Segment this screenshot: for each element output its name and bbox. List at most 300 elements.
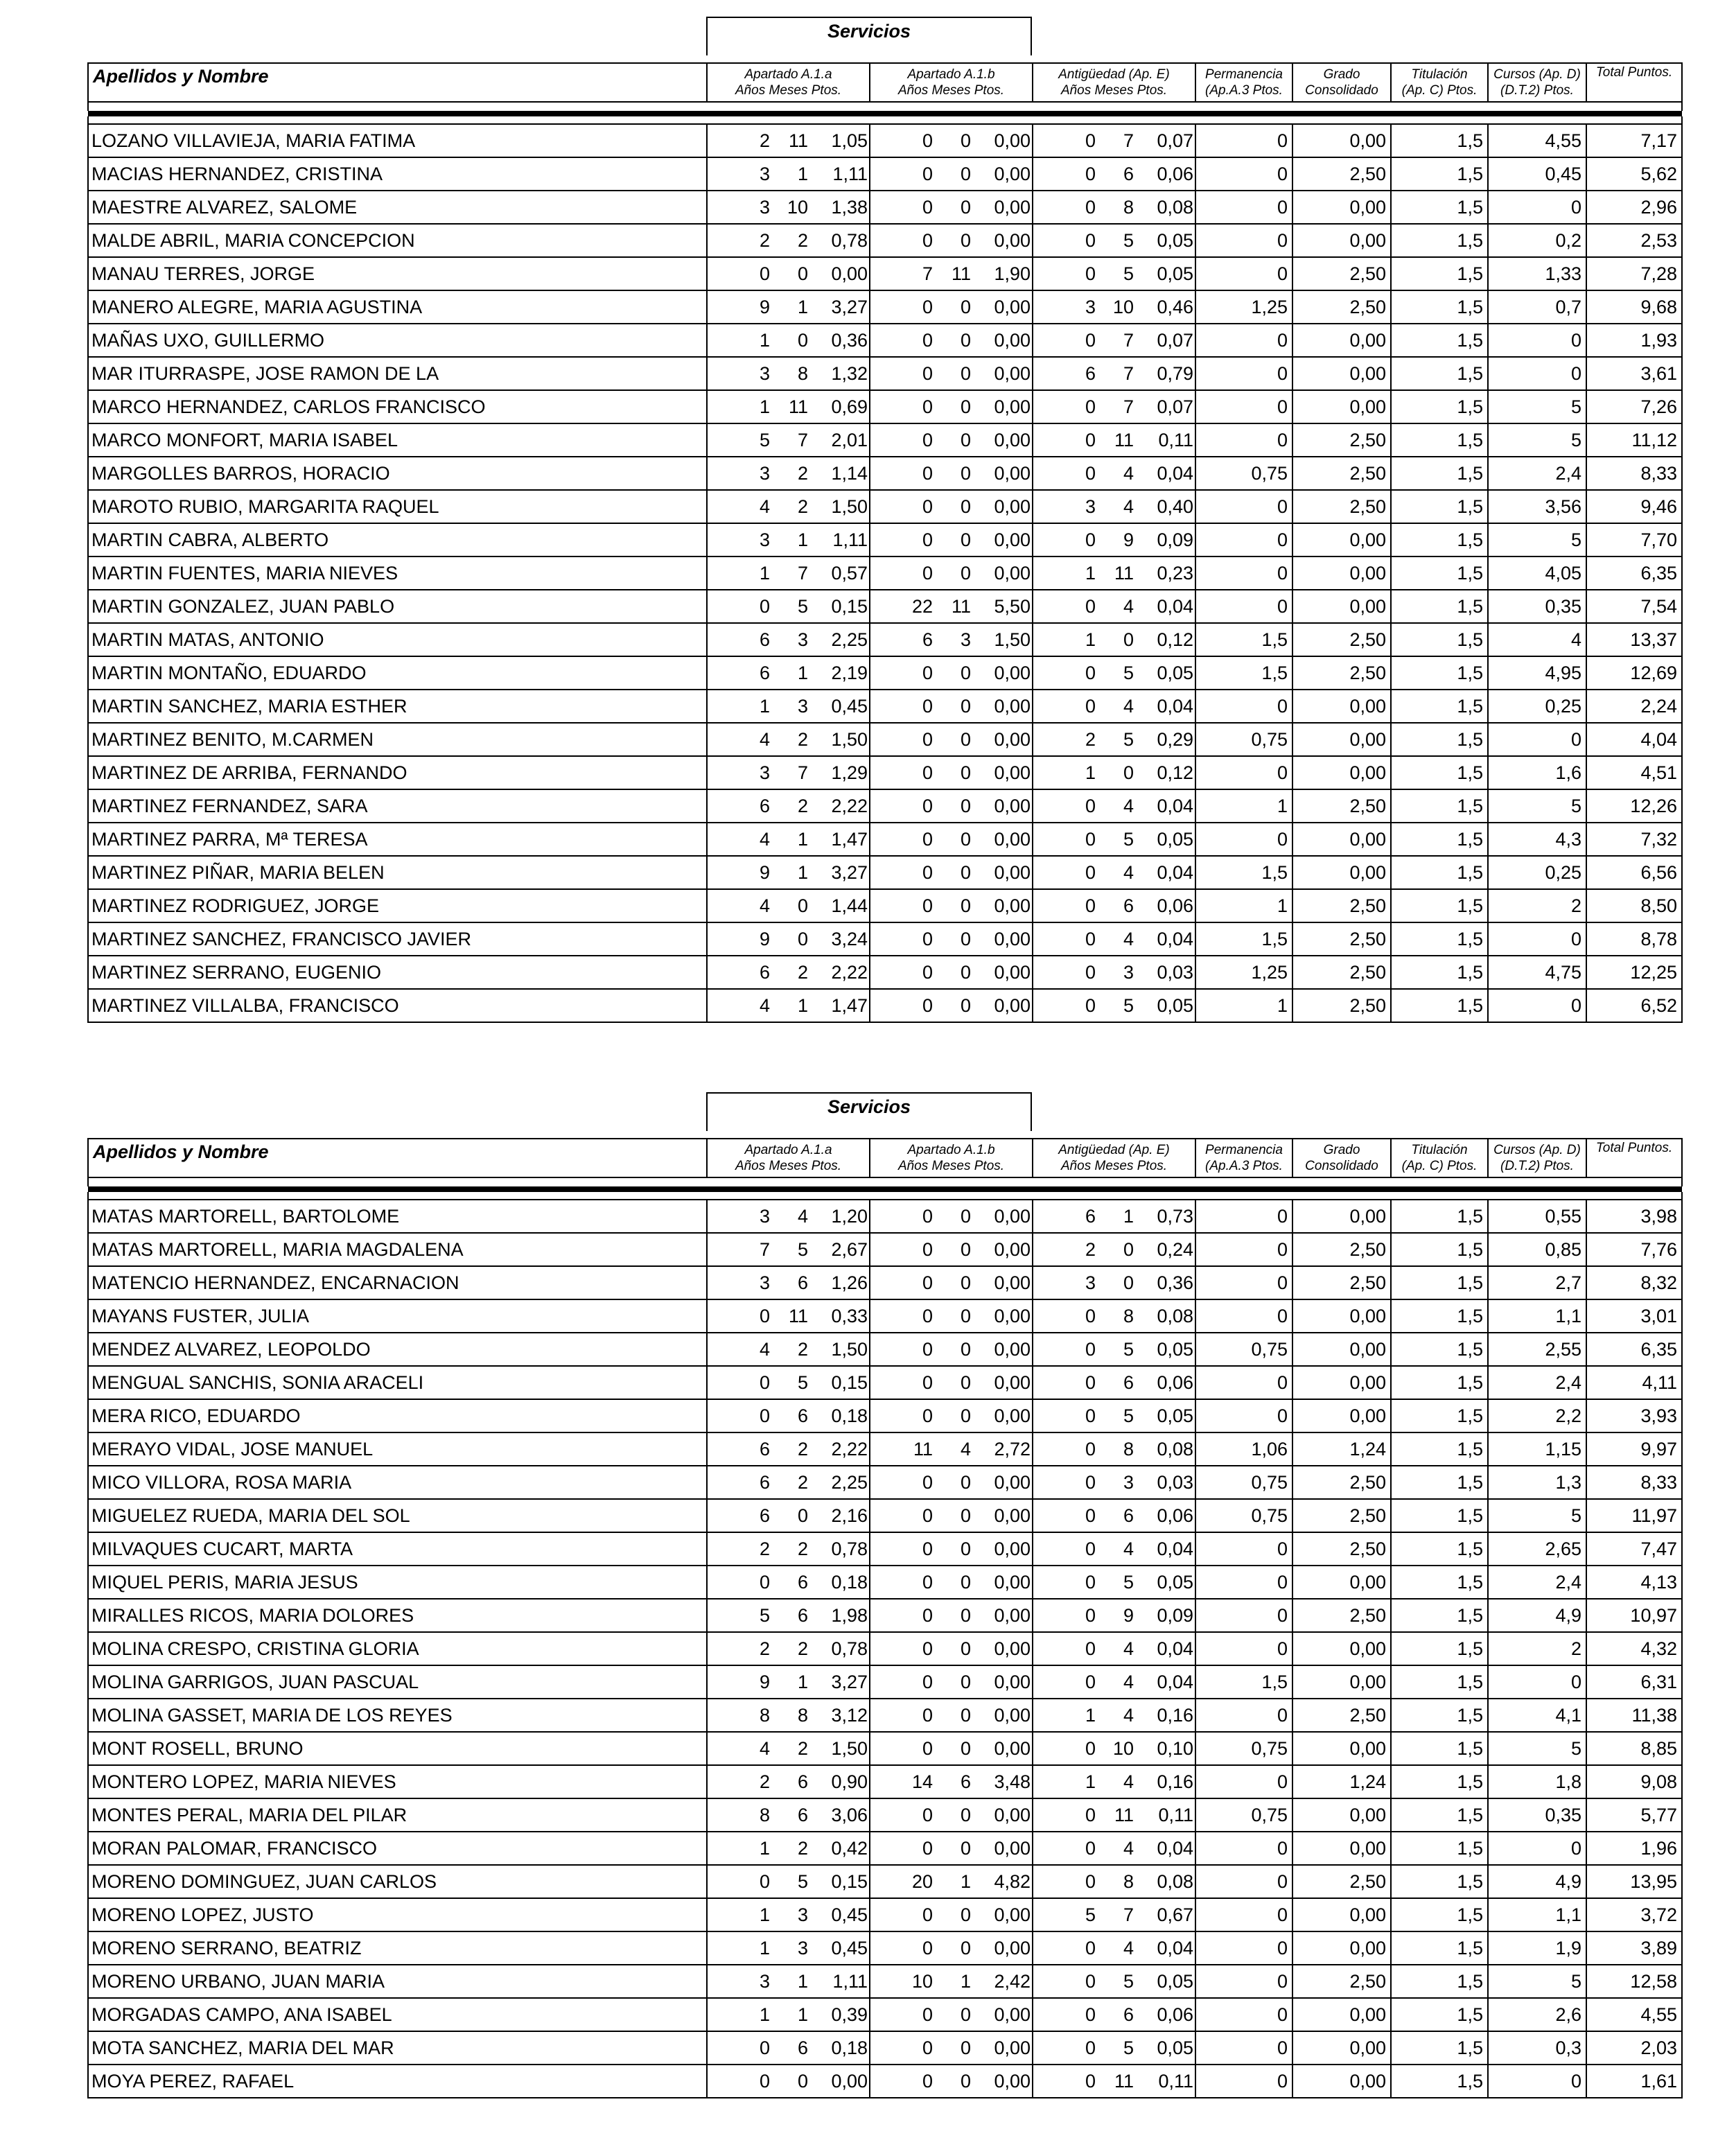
cell-antiguedad-points: 0,05: [1157, 1405, 1193, 1426]
cell-a1a: [707, 324, 870, 357]
cell-antiguedad: [1033, 922, 1195, 956]
cell-a1b-points: 0,00: [994, 296, 1031, 317]
table-row: [88, 1798, 1682, 1832]
cell-antiguedad-years: 1: [1085, 629, 1096, 650]
cell-a1a-years: 0: [759, 1405, 770, 1426]
cell-antiguedad-points: 0,04: [1157, 928, 1193, 949]
cell-total: 5,77: [1586, 1798, 1682, 1832]
cell-a1a-months: 1: [797, 662, 808, 683]
cell-grado: 2,50: [1292, 956, 1391, 989]
cell-a1a-points: 2,19: [831, 662, 868, 683]
cell-a1b-points: 0,00: [994, 329, 1031, 351]
cell-a1a-points: 1,14: [831, 462, 868, 484]
cell-a1b-months: 0: [960, 728, 971, 750]
cell-a1a: [707, 690, 870, 723]
cell-a1a-months: 2: [797, 961, 808, 983]
cell-total: 11,97: [1586, 1499, 1682, 1532]
cell-antiguedad-years: 0: [1085, 529, 1096, 550]
cell-a1a-months: 6: [797, 1571, 808, 1593]
cell-antiguedad-years: 0: [1085, 1870, 1096, 1892]
cell-a1b: [870, 956, 1033, 989]
cell-antiguedad: [1033, 1499, 1195, 1532]
servicios-group-header: Servicios: [706, 1092, 1032, 1131]
cell-a1b-points: 0,00: [994, 1471, 1031, 1493]
cell-antiguedad-years: 0: [1085, 1538, 1096, 1559]
cell-permanencia: 0: [1195, 191, 1292, 224]
cell-cursos: 1,1: [1488, 1299, 1586, 1333]
cell-a1a-points: 1,32: [831, 362, 868, 384]
cell-a1a-months: 2: [797, 1338, 808, 1360]
cell-cursos: 2,4: [1488, 1566, 1586, 1599]
cell-a1b-points: 0,00: [994, 928, 1031, 949]
cell-a1a: [707, 1432, 870, 1466]
cell-titulacion: 1,5: [1391, 1765, 1488, 1798]
cell-permanencia: 0: [1195, 157, 1292, 191]
cell-a1b: [870, 257, 1033, 290]
cell-antiguedad: [1033, 1898, 1195, 1931]
cell-antiguedad: [1033, 290, 1195, 324]
cell-titulacion: 1,5: [1391, 756, 1488, 789]
cell-a1b-points: 0,00: [994, 1837, 1031, 1859]
cell-a1b: [870, 1931, 1033, 1965]
cell-grado: 0,00: [1292, 1798, 1391, 1832]
cell-antiguedad-months: 5: [1123, 229, 1134, 251]
cell-grado: 0,00: [1292, 1200, 1391, 1233]
cell-titulacion: 1,5: [1391, 191, 1488, 224]
cell-grado: 2,50: [1292, 989, 1391, 1022]
table-row: [88, 1898, 1682, 1931]
cell-total: 12,25: [1586, 956, 1682, 989]
cell-a1b-years: 0: [922, 1371, 933, 1393]
cell-a1a-months: 10: [787, 196, 808, 218]
cell-a1a-points: 0,15: [831, 1371, 868, 1393]
cell-titulacion: 1,5: [1391, 423, 1488, 457]
cell-titulacion: 1,5: [1391, 1532, 1488, 1566]
cell-grado: 0,00: [1292, 1732, 1391, 1765]
cell-cursos: 1,8: [1488, 1765, 1586, 1798]
score-table: [87, 62, 1683, 1023]
cell-a1a: [707, 556, 870, 590]
cell-a1a-months: 11: [788, 130, 808, 151]
cell-a1a: [707, 922, 870, 956]
cell-name: MARCO MONFORT, MARIA ISABEL: [88, 423, 707, 457]
cell-a1b: [870, 623, 1033, 656]
cell-antiguedad-years: 0: [1085, 861, 1096, 883]
col-header-grado: [1292, 1139, 1391, 1177]
cell-a1b-months: 4: [960, 1438, 971, 1460]
cell-a1b: [870, 357, 1033, 390]
cell-a1a: [707, 1732, 870, 1765]
cell-antiguedad-years: 0: [1085, 928, 1096, 949]
cell-a1a-points: 0,42: [831, 1837, 868, 1859]
cell-grado: 2,50: [1292, 1266, 1391, 1299]
cell-a1a-points: 2,67: [831, 1238, 868, 1260]
cell-grado: 0,00: [1292, 856, 1391, 889]
cell-name: MATENCIO HERNANDEZ, ENCARNACION: [88, 1266, 707, 1299]
cell-grado: 2,50: [1292, 1599, 1391, 1632]
cell-a1a-years: 0: [759, 2070, 770, 2092]
cell-permanencia: 0: [1195, 1632, 1292, 1665]
cell-a1a-points: 1,29: [831, 762, 868, 783]
cell-permanencia: 0,75: [1195, 1466, 1292, 1499]
cell-a1a-years: 9: [759, 861, 770, 883]
cell-antiguedad: [1033, 490, 1195, 523]
cell-a1b-points: 0,00: [994, 396, 1031, 417]
cell-a1a: [707, 490, 870, 523]
cell-antiguedad-years: 0: [1085, 1571, 1096, 1593]
table-row: [88, 290, 1682, 324]
cell-titulacion: 1,5: [1391, 357, 1488, 390]
cell-antiguedad-points: 0,04: [1157, 1937, 1193, 1958]
cell-antiguedad-years: 0: [1085, 1505, 1096, 1526]
cell-a1a-months: 6: [797, 1272, 808, 1293]
cell-antiguedad-months: 10: [1112, 296, 1134, 317]
cell-a1b: [870, 1333, 1033, 1366]
cell-titulacion: 1,5: [1391, 1665, 1488, 1699]
cell-a1b-points: 0,00: [994, 1638, 1031, 1659]
cell-cursos: 0: [1488, 1832, 1586, 1865]
cell-titulacion: 1,5: [1391, 723, 1488, 756]
col-header-cursos: [1488, 63, 1586, 102]
cell-a1b-years: 0: [922, 895, 933, 916]
cell-a1b-years: 0: [922, 1638, 933, 1659]
cell-grado: 0,00: [1292, 357, 1391, 390]
cell-antiguedad-points: 0,23: [1157, 562, 1193, 584]
cell-a1a-years: 8: [759, 1704, 770, 1726]
cell-antiguedad-years: 1: [1085, 1704, 1096, 1726]
cell-permanencia: 0: [1195, 423, 1292, 457]
cell-total: 8,78: [1586, 922, 1682, 956]
col-header-perm-line2: (Ap.A.3 Ptos.: [1205, 1159, 1283, 1173]
cell-a1a-months: 2: [797, 728, 808, 750]
cell-a1a: [707, 889, 870, 922]
cell-a1b: [870, 1998, 1033, 2031]
cell-a1b-years: 11: [913, 1438, 933, 1460]
cell-a1b-months: 0: [960, 1638, 971, 1659]
cell-titulacion: 1,5: [1391, 1931, 1488, 1965]
cell-titulacion: 1,5: [1391, 1432, 1488, 1466]
cell-titulacion: 1,5: [1391, 956, 1488, 989]
cell-a1a-months: 1: [797, 296, 808, 317]
cell-antiguedad: [1033, 1865, 1195, 1898]
cell-permanencia: 0: [1195, 2031, 1292, 2065]
cell-a1a-points: 0,00: [831, 2070, 868, 2092]
cell-antiguedad-years: 6: [1085, 362, 1096, 384]
cell-a1b: [870, 556, 1033, 590]
cell-a1a: [707, 124, 870, 157]
column-header-row: [88, 1139, 1682, 1177]
cell-permanencia: 0: [1195, 823, 1292, 856]
cell-a1b-points: 0,00: [994, 1371, 1031, 1393]
col-header-tit-line1: Titulación: [1411, 67, 1468, 82]
cell-a1b-months: 0: [960, 562, 971, 584]
cell-a1b: [870, 1832, 1033, 1865]
cell-antiguedad-points: 0,05: [1157, 994, 1193, 1016]
cell-antiguedad-years: 1: [1085, 762, 1096, 783]
table-row: [88, 989, 1682, 1022]
cell-a1b-years: 0: [922, 1338, 933, 1360]
cell-titulacion: 1,5: [1391, 390, 1488, 423]
cell-a1a-years: 6: [759, 1505, 770, 1526]
cell-a1a: [707, 2031, 870, 2065]
cell-antiguedad-months: 4: [1123, 928, 1134, 949]
cell-titulacion: 1,5: [1391, 1832, 1488, 1865]
cell-a1a-years: 6: [759, 662, 770, 683]
cell-a1b-months: 0: [960, 1737, 971, 1759]
cell-a1a-months: 1: [797, 994, 808, 1016]
cell-total: 3,93: [1586, 1399, 1682, 1432]
cell-a1b-years: 14: [911, 1771, 933, 1792]
cell-grado: 0,00: [1292, 1931, 1391, 1965]
cell-total: 4,13: [1586, 1566, 1682, 1599]
cell-antiguedad-months: 7: [1123, 329, 1134, 351]
cell-a1a: [707, 789, 870, 823]
cell-antiguedad-months: 4: [1123, 595, 1134, 617]
cell-a1b: [870, 1599, 1033, 1632]
cell-a1b-months: 0: [960, 1238, 971, 1260]
cell-cursos: 0,2: [1488, 224, 1586, 257]
cell-a1b-years: 0: [922, 2070, 933, 2092]
cell-antiguedad-months: 6: [1123, 163, 1134, 184]
cell-a1a-years: 5: [759, 429, 770, 450]
cell-a1b: [870, 1665, 1033, 1699]
cell-permanencia: 0: [1195, 1233, 1292, 1266]
cell-antiguedad-points: 0,46: [1157, 296, 1193, 317]
cell-name: MORENO LOPEZ, JUSTO: [88, 1898, 707, 1931]
cell-permanencia: 0: [1195, 1931, 1292, 1965]
cell-a1b: [870, 1566, 1033, 1599]
cell-a1a: [707, 623, 870, 656]
table-row: [88, 856, 1682, 889]
cell-a1b: [870, 1632, 1033, 1665]
col-header-a1b-line2: Años Meses Ptos.: [897, 1159, 1005, 1173]
cell-a1a-years: 1: [759, 1837, 770, 1859]
cell-total: 6,52: [1586, 989, 1682, 1022]
cell-a1b-years: 0: [922, 496, 933, 517]
cell-a1a-points: 0,45: [831, 1904, 868, 1925]
cell-titulacion: 1,5: [1391, 1366, 1488, 1399]
cell-antiguedad-years: 2: [1085, 728, 1096, 750]
cell-a1a-points: 0,78: [831, 1538, 868, 1559]
cell-name: MAYANS FUSTER, JULIA: [88, 1299, 707, 1333]
cell-a1b-months: 0: [960, 994, 971, 1016]
cell-a1b-months: 0: [960, 1604, 971, 1626]
cell-cursos: 1,15: [1488, 1432, 1586, 1466]
cell-antiguedad-years: 0: [1085, 1638, 1096, 1659]
cell-permanencia: 0,75: [1195, 457, 1292, 490]
cell-a1a-months: 0: [797, 895, 808, 916]
cell-antiguedad: [1033, 1299, 1195, 1333]
cell-antiguedad-points: 0,04: [1157, 462, 1193, 484]
cell-a1a-points: 3,24: [831, 928, 868, 949]
table-row: [88, 1699, 1682, 1732]
cell-a1b-points: 0,00: [994, 828, 1031, 850]
cell-grado: 0,00: [1292, 2065, 1391, 2098]
cell-titulacion: 1,5: [1391, 1566, 1488, 1599]
cell-a1b-years: 20: [911, 1870, 933, 1892]
cell-a1b: [870, 889, 1033, 922]
cell-antiguedad-years: 0: [1085, 1405, 1096, 1426]
cell-antiguedad-years: 0: [1085, 462, 1096, 484]
cell-titulacion: 1,5: [1391, 1333, 1488, 1366]
cell-a1b-points: 0,00: [994, 1904, 1031, 1925]
cell-titulacion: 1,5: [1391, 1266, 1488, 1299]
cell-a1a-months: 4: [797, 1205, 808, 1227]
cell-cursos: 0,35: [1488, 590, 1586, 623]
cell-antiguedad-months: 7: [1123, 396, 1134, 417]
col-header-cursos: [1488, 1139, 1586, 1177]
cell-a1a: [707, 1399, 870, 1432]
cell-a1a-points: 0,36: [831, 329, 868, 351]
cell-permanencia: 0: [1195, 1865, 1292, 1898]
cell-name: MARTIN FUENTES, MARIA NIEVES: [88, 556, 707, 590]
cell-total: 10,97: [1586, 1599, 1682, 1632]
col-header-grado-line2: Consolidado: [1305, 1159, 1378, 1173]
col-header-grado: [1292, 63, 1391, 102]
cell-antiguedad-years: 0: [1085, 2004, 1096, 2025]
cell-grado: 0,00: [1292, 1898, 1391, 1931]
cell-antiguedad-months: 7: [1123, 130, 1134, 151]
cell-total: 13,37: [1586, 623, 1682, 656]
cell-titulacion: 1,5: [1391, 224, 1488, 257]
cell-a1a-points: 0,33: [831, 1305, 868, 1326]
cell-grado: 0,00: [1292, 690, 1391, 723]
cell-a1b: [870, 856, 1033, 889]
cell-a1b-years: 0: [922, 396, 933, 417]
cell-name: MARTINEZ FERNANDEZ, SARA: [88, 789, 707, 823]
cell-a1b-years: 0: [922, 229, 933, 251]
col-header-a1a-line1: Apartado A.1.a: [744, 67, 832, 82]
cell-cursos: 2,55: [1488, 1333, 1586, 1366]
cell-antiguedad: [1033, 723, 1195, 756]
col-header-grado-line1: Grado: [1323, 1143, 1360, 1157]
cell-a1b-years: 6: [922, 629, 933, 650]
cell-a1b: [870, 191, 1033, 224]
cell-a1a-years: 2: [759, 130, 770, 151]
cell-a1a: [707, 823, 870, 856]
cell-a1a-months: 2: [797, 229, 808, 251]
table-row: [88, 922, 1682, 956]
cell-a1b-points: 0,00: [994, 562, 1031, 584]
cell-antiguedad-months: 5: [1123, 263, 1134, 284]
col-header-name: Apellidos y Nombre: [88, 1139, 707, 1177]
cell-antiguedad-months: 5: [1123, 1970, 1134, 1992]
cell-antiguedad-points: 0,16: [1157, 1771, 1193, 1792]
table-row: [88, 590, 1682, 623]
cell-total: 2,53: [1586, 224, 1682, 257]
cell-permanencia: 0: [1195, 556, 1292, 590]
cell-grado: 0,00: [1292, 1299, 1391, 1333]
cell-antiguedad-points: 0,29: [1157, 728, 1193, 750]
cell-cursos: 2,2: [1488, 1399, 1586, 1432]
cell-antiguedad-years: 0: [1085, 163, 1096, 184]
cell-a1a-months: 0: [797, 329, 808, 351]
cell-a1a-points: 0,78: [831, 229, 868, 251]
cell-a1a: [707, 1233, 870, 1266]
cell-antiguedad-months: 1: [1123, 1205, 1134, 1227]
cell-name: MERA RICO, EDUARDO: [88, 1399, 707, 1432]
cell-a1b-points: 0,00: [994, 861, 1031, 883]
cell-a1b: [870, 989, 1033, 1022]
cell-antiguedad-months: 4: [1123, 1837, 1134, 1859]
cell-antiguedad-months: 6: [1123, 1505, 1134, 1526]
cell-titulacion: 1,5: [1391, 1998, 1488, 2031]
table-row: [88, 1499, 1682, 1532]
cell-total: 3,72: [1586, 1898, 1682, 1931]
cell-a1a-years: 3: [759, 529, 770, 550]
table-row: [88, 124, 1682, 157]
cell-a1a-years: 9: [759, 1671, 770, 1692]
cell-cursos: 0: [1488, 1665, 1586, 1699]
cell-a1a-points: 0,57: [831, 562, 868, 584]
cell-cursos: 1,9: [1488, 1931, 1586, 1965]
cell-total: 8,32: [1586, 1266, 1682, 1299]
cell-a1a: [707, 457, 870, 490]
cell-a1a-years: 6: [759, 1471, 770, 1493]
cell-a1a-points: 0,15: [831, 1870, 868, 1892]
cell-a1a-months: 11: [788, 1305, 808, 1326]
cell-name: MIQUEL PERIS, MARIA JESUS: [88, 1566, 707, 1599]
cell-antiguedad-points: 0,04: [1157, 1837, 1193, 1859]
cell-a1a: [707, 1765, 870, 1798]
cell-antiguedad-points: 0,06: [1157, 163, 1193, 184]
cell-antiguedad-months: 5: [1123, 1338, 1134, 1360]
table-row: [88, 1333, 1682, 1366]
cell-a1a-years: 8: [759, 1804, 770, 1825]
cell-antiguedad-years: 0: [1085, 662, 1096, 683]
cell-a1a-points: 1,11: [832, 1970, 868, 1992]
cell-a1a-years: 3: [759, 762, 770, 783]
cell-a1a-months: 6: [797, 1405, 808, 1426]
cell-permanencia: 0: [1195, 1599, 1292, 1632]
cell-a1b-months: 0: [960, 529, 971, 550]
cell-a1b: [870, 1366, 1033, 1399]
cell-total: 1,96: [1586, 1832, 1682, 1865]
cell-grado: 2,50: [1292, 157, 1391, 191]
cell-antiguedad-years: 0: [1085, 828, 1096, 850]
cell-a1a-years: 4: [759, 728, 770, 750]
cell-a1a: [707, 1266, 870, 1299]
col-header-a1a: [707, 1139, 870, 1177]
table-row: [88, 789, 1682, 823]
cell-permanencia: 1,06: [1195, 1432, 1292, 1466]
cell-total: 7,26: [1586, 390, 1682, 423]
score-table: [87, 1138, 1683, 2098]
cell-a1a-points: 1,47: [831, 828, 868, 850]
cell-antiguedad-months: 9: [1123, 1604, 1134, 1626]
cell-a1b-points: 0,00: [994, 163, 1031, 184]
cell-a1b-years: 0: [922, 728, 933, 750]
cell-a1b: [870, 1399, 1033, 1432]
table-row: [88, 1366, 1682, 1399]
cell-a1a-months: 7: [797, 429, 808, 450]
cell-antiguedad-months: 3: [1123, 1471, 1134, 1493]
table-row: [88, 656, 1682, 690]
cell-permanencia: 0: [1195, 2065, 1292, 2098]
cell-antiguedad-points: 0,12: [1157, 629, 1193, 650]
cell-antiguedad-months: 5: [1123, 662, 1134, 683]
cell-cursos: 2,6: [1488, 1998, 1586, 2031]
cell-a1a: [707, 191, 870, 224]
cell-a1a-points: 1,50: [831, 496, 868, 517]
col-header-ant-line2: Años Meses Ptos.: [1060, 83, 1168, 98]
cell-permanencia: 1: [1195, 789, 1292, 823]
table-row: [88, 756, 1682, 789]
table-body: [88, 124, 1682, 1022]
cell-a1a-points: 1,11: [832, 529, 868, 550]
cell-antiguedad-points: 0,40: [1157, 496, 1193, 517]
cell-a1b-months: 0: [960, 462, 971, 484]
